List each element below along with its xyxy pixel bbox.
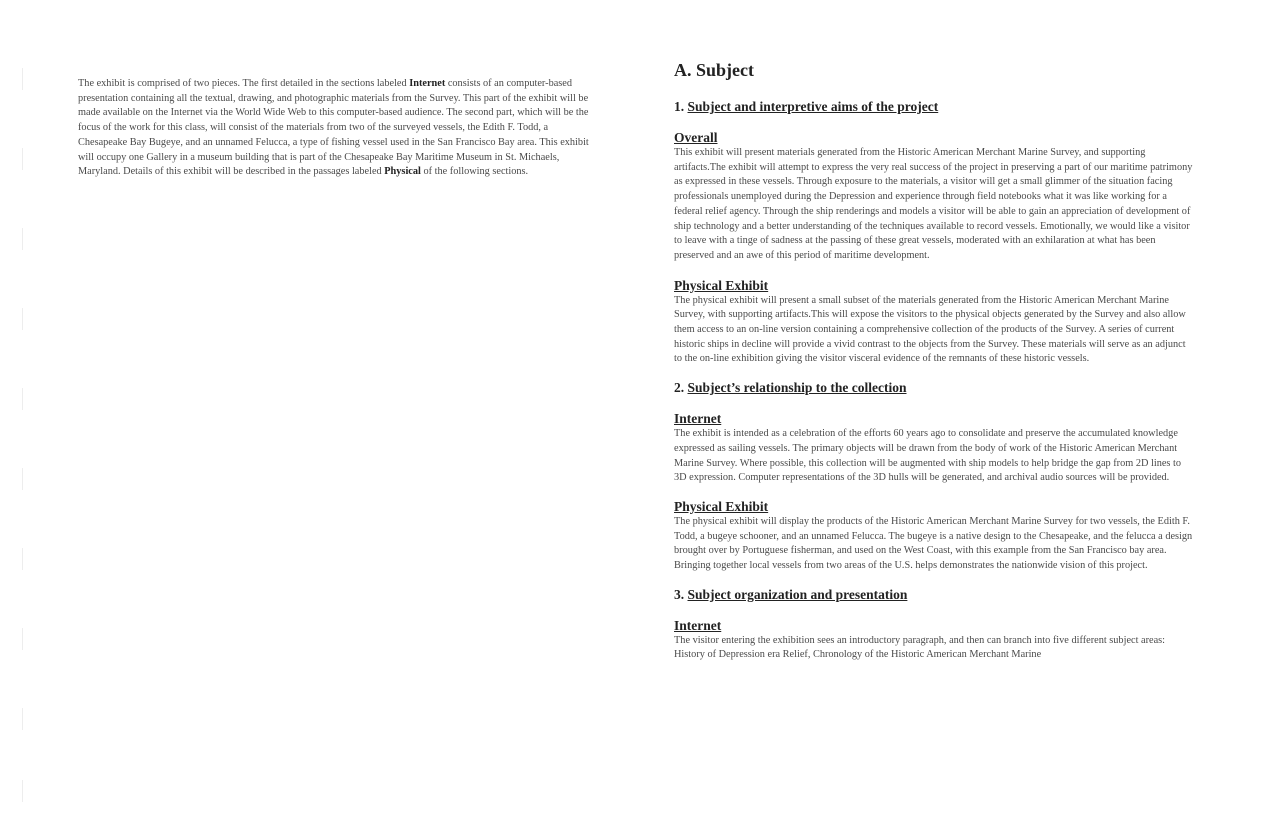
right-page [674, 60, 1196, 663]
physical-exhibit-paragraph-2: The physical exhibit will display the products of the Historic American Merchant Marine Survey for two vessels, the Edith F. Todd, a bugeye schooner, and an unnamed Felucca. The bugeye is a native design to the Chesapeake, and the felucca a design brought over by Portuguese fisherman, and used on the West Coast, with this example from the San Francisco bay area. Bringing together local vessels from two areas of the U.S. helps demonstrates the nationwide vision of this project. [674, 515, 1193, 572]
subheading-overall: Overall [674, 130, 718, 145]
heading-subject-aims [674, 99, 1196, 115]
internet-paragraph-1: The exhibit is intended as a celebration of the efforts 60 years ago to consolidate and preserve the accumulated knowledge expressed as sailing vessels. The primary objects will be drawn from the body of work of the Historic American Merchant Marine Survey. Where possible, this collection will be augmented with ship models to help bridge the gap from 2D lines to 3D expression. Computer representations of the 3D hulls will be generated, and archival audio sources will be provided. [674, 428, 1182, 484]
heading-number: 3. [674, 586, 685, 602]
heading-text: Subject organization and presentation [687, 586, 908, 602]
heading-text: Subject and interpretive aims of the project [687, 99, 939, 114]
overall-paragraph: This exhibit will present materials generated from the Historic American Merchant Marine Survey, and supporting artifacts.The exhibit will attempt to express the very real success of the project in preserving a part of our maritime patrimony as expressed in these vessels. Through exposure to the materials, a visitor will get a small glimmer of the situation facing professionals unemployed during the Depression and experience through field notebooks what it was like working for a federal relief agency. Through the ship renderings and models a visitor will be able to gain an appreciation of development of ship technology and a better understanding of the techniques available to record vessels. Emotionally, we would like a visitor to leave with a tinge of sadness at the passing of these great vessels, moderated with an exhilaration at what has been preserved and an awe of this period of maritime development. [674, 147, 1193, 261]
intro-text-1: The exhibit is comprised of two pieces. The first detailed in the sections labeled [78, 78, 410, 89]
subheading-physical-exhibit-1: Physical Exhibit [674, 277, 769, 293]
heading-number: 2. [674, 380, 685, 396]
intro-text-2: consists of an computer-based presentation containing all the textual, drawing, and photographic materials from the Survey. This part of the exhibit will be made available on the Internet via the World Wide Web to this computer-based audience. The second part, which will be the focus of the work for this class, will consist of the materials from two of the surveyed vessels, the Edith F. Todd, a Chesapeake Bay Bugeye, and an unnamed Felucca, a type of fishing vessel used in the San Francisco Bay area. This exhibit will occupy one Gallery in a museum building that is part of the Chesapeake Bay Maritime Museum in St. Michaels, Maryland. Details of this exhibit will be described in the passages labeled [78, 78, 589, 178]
section-title: A. Subject [674, 60, 754, 80]
left-page [78, 77, 598, 180]
heading-relationship-collection [674, 380, 1196, 396]
physical-exhibit-paragraph-1: The physical exhibit will present a small subset of the materials generated from the Historic American Merchant Marine Survey, with supporting artifacts.This will expose the visitors to the physical objects generated by the Survey and also allow them access to an on-line version containing a comprehensive collection of the products of the Survey. A series of current historic ships in decline will provide a vivid contrast to the objects from the Survey. These materials will serve as an adjunct to the on-line exhibition giving the visitor visceral evidence of the remnants of these historic vessels. [674, 294, 1186, 365]
internet-paragraph-2: The visitor entering the exhibition sees an introductory paragraph, and then can branch into five different subject areas: History of Depression era Relief, Chronology of the Historic American Merchant Marine [674, 634, 1166, 661]
scan-gutter-marks [22, 60, 28, 820]
subheading-internet-1: Internet [674, 411, 722, 427]
heading-organization-presentation [674, 587, 1196, 603]
intro-paragraph [78, 77, 598, 180]
intro-physical-keyword: Physical [384, 166, 421, 178]
subheading-internet-2: Internet [674, 617, 722, 633]
heading-text: Subject’s relationship to the collection [687, 380, 907, 396]
subheading-physical-exhibit-2: Physical Exhibit [674, 498, 769, 514]
intro-internet-keyword: Internet [409, 78, 446, 89]
intro-text-3: of the following sections. [420, 166, 529, 178]
heading-number: 1. [674, 99, 685, 114]
